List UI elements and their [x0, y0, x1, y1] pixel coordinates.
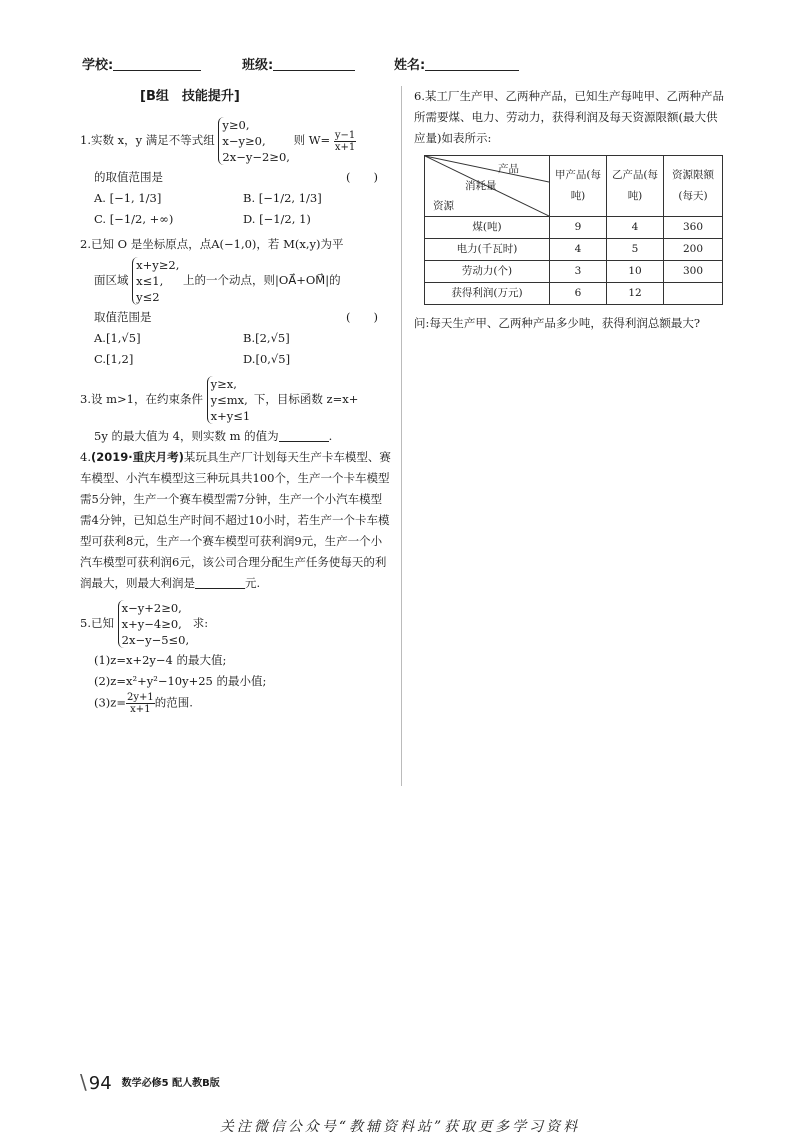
table-row: 煤(吨) 9 4 360: [425, 217, 723, 239]
question-6-ask: 问:每天生产甲、乙两种产品多少吨，获得利润总额最大?: [414, 316, 701, 330]
question-4: 4.(2019·重庆月考)某玩具生产厂计划每天生产卡车模型、赛车模型、小汽车模型这三种玩具共100个，生产一个卡车模型需5分钟，生产一个赛车模型需7分钟，生产一个小汽车模型需4分钟，已知总生产时间不超过10小时，若生产一个卡车模型可获利8元，生产一个赛车模型可获利润9元，生产一个小汽车模型可获利润6元，该公司合理分配生产任务使每天的利润最大，则最大利润是 元.: [80, 450, 391, 590]
book-title: 数学必修5 配人教B版: [121, 1078, 220, 1089]
col-header: 甲产品(每吨): [550, 156, 607, 217]
question-2: 2.已知 O 是坐标原点，点A(−1,0)，若 M(x,y)为平 面区域 x+y≥2, x≤1, y≤2 上的一个动点，则|OA⃗+OM⃗|的 取值范围是 ( ) A.[1,√5] B.[2,√5] C.[1,2] D.[0,√5]: [80, 237, 378, 366]
q5-system: x−y+2≥0, x+y−4≥0, 2x−y−5≤0,: [118, 600, 190, 648]
column-divider: [401, 86, 402, 786]
name-field: 姓名:: [394, 54, 519, 73]
left-column: [80, 86, 392, 715]
question-3: 3.设 m>1，在约束条件 y≥x, y≤mx, x+y≤1 下，目标函数 z=x+ 5y 的最大值为 4，则实数 m 的值为 .: [80, 377, 359, 443]
q3-blank[interactable]: [279, 429, 329, 442]
promo-text: 关注微信公众号“教辅资料站”获取更多学习资料: [219, 1119, 581, 1135]
q5-fraction: $\frac{2y+1}{x+1}$: [126, 692, 154, 715]
table-row: 获得利润(万元) 6 12: [425, 283, 723, 305]
question-1: 1.实数 x，y 满足不等式组 y≥0, x−y≥0, 2x−y−2≥0, 则 W= $\frac{y-1}{x+1}$ 的取值范围是 ( ) A. [−1, 1/3] B. [−1/2, 1/3] C. [−1/2, +∞) D. [−1/2, 1): [80, 115, 392, 230]
table-diagonal-header: 产品 消耗量 资源: [425, 156, 550, 217]
group-title: [B组 技能提升]: [140, 89, 240, 104]
q1-options: A. [−1, 1/3] B. [−1/2, 1/3]: [94, 191, 322, 205]
q2-system: x+y≥2, x≤1, y≤2: [132, 257, 179, 305]
resource-table: [424, 155, 723, 305]
q1-system: y≥0, x−y≥0, 2x−y−2≥0,: [218, 117, 290, 165]
page-footer: \ 94 数学必修5 配人教B版: [80, 1070, 220, 1094]
page-number: 94: [88, 1073, 112, 1094]
table-row: 电力(千瓦时) 4 5 200: [425, 239, 723, 261]
school-field: 学校:: [82, 54, 201, 73]
q3-system: y≥x, y≤mx, x+y≤1: [207, 376, 251, 424]
table-row: 劳动力(个) 3 10 300: [425, 261, 723, 283]
question-6-text: 6.某工厂生产甲、乙两种产品，已知生产每吨甲、乙两种产品所需要煤、电力、劳动力，获得利润及每天资源限额(最大供应量)如表所示:: [414, 89, 724, 145]
class-field: 班级:: [242, 54, 355, 73]
q4-blank[interactable]: [195, 576, 245, 589]
question-5: 5.已知 x−y+2≥0, x+y−4≥0, 2x−y−5≤0, 求: (1)z=x+2y−4 的最大值; (2)z=x²+y²−10y+25 的最小值; (3)z= $\frac{2y+1}{x+1}$ 的范围.: [80, 601, 267, 715]
q1-fraction: $\frac{y-1}{x+1}$: [334, 129, 356, 153]
right-column: [414, 86, 726, 334]
col-header: 资源限额(每天): [664, 156, 723, 217]
col-header: 乙产品(每吨): [607, 156, 664, 217]
